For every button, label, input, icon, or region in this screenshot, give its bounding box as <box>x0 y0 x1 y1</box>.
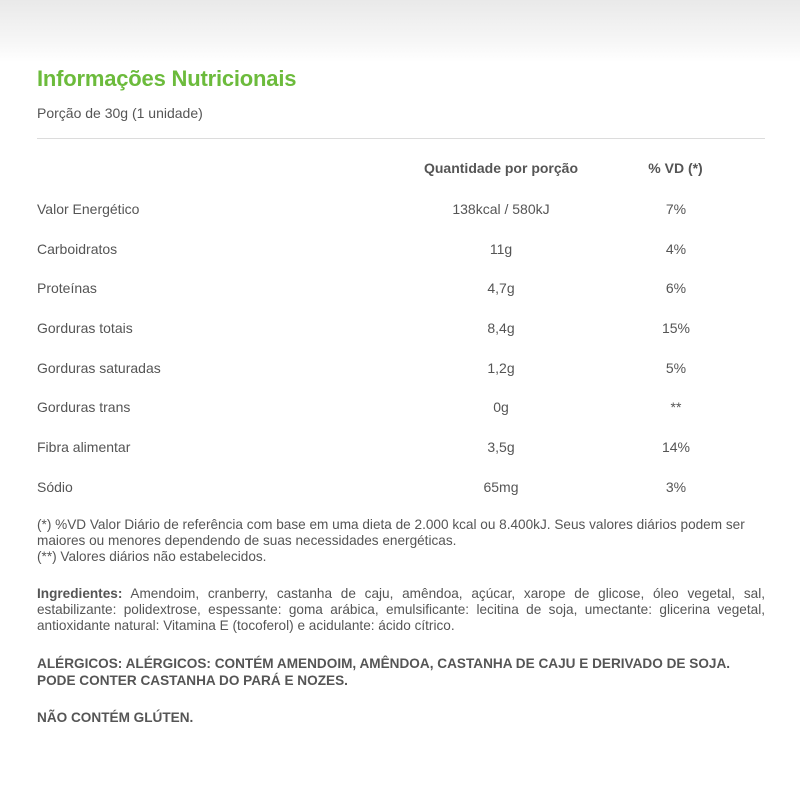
nutrition-table <box>37 147 765 507</box>
nutrient-vd: 3% <box>665 478 687 495</box>
vd-footnote: (*) %VD Valor Diário de referência com base em uma dieta de 2.000 kcal ou 8.400kJ. Seus valores diários podem ser maiores ou menores dependendo de suas necessidades energéticas. <box>37 516 745 548</box>
footnotes <box>37 517 765 565</box>
not-established-footnote: (**) Valores diários não estabelecidos. <box>37 548 267 564</box>
nutrient-name: Fibra alimentar <box>37 438 131 455</box>
header-vd: % VD (*) <box>648 160 703 176</box>
nutrition-panel <box>37 66 765 725</box>
nutrient-name: Gorduras saturadas <box>37 359 161 376</box>
nutrient-vd: 15% <box>661 319 691 336</box>
nutrient-quantity: 65mg <box>483 478 519 495</box>
nutrient-vd: ** <box>670 399 682 416</box>
nutrient-name: Sódio <box>37 478 73 495</box>
table-row <box>37 387 765 427</box>
table-row <box>37 189 765 229</box>
table-row <box>37 229 765 269</box>
header-quantity: Quantidade por porção <box>423 160 578 176</box>
page-title: Informações Nutricionais <box>37 66 297 91</box>
nutrient-vd: 5% <box>665 359 687 376</box>
nutrient-quantity: 11g <box>489 240 513 257</box>
nutrient-quantity: 4,7g <box>487 280 515 297</box>
nutrient-vd: 6% <box>665 280 687 297</box>
nutrient-name: Valor Energético <box>37 200 140 217</box>
nutrient-name: Gorduras trans <box>37 399 131 416</box>
nutrient-quantity: 0g <box>493 399 509 416</box>
nutrient-name: Proteínas <box>37 280 97 297</box>
nutrient-vd: 14% <box>661 438 691 455</box>
ingredients-label: Ingredientes: <box>37 585 123 601</box>
nutrient-quantity: 138kcal / 580kJ <box>452 200 550 217</box>
table-header-row <box>37 147 765 189</box>
table-row <box>37 427 765 467</box>
nutrient-name: Gorduras totais <box>37 319 133 336</box>
header-nutrient <box>37 147 415 189</box>
portion-info: Porção de 30g (1 unidade) <box>37 105 203 121</box>
allergens-notice: ALÉRGICOS: ALÉRGICOS: CONTÉM AMENDOIM, AMÊNDOA, CASTANHA DE CAJU E DERIVADO DE SOJA. PODE CONTER CASTANHA DO PARÁ E NOZES. <box>37 655 731 688</box>
nutrient-vd: 7% <box>665 200 687 217</box>
ingredients-text: Amendoim, cranberry, castanha de caju, amêndoa, açúcar, xarope de glicose, óleo vegetal, sal, estabilizante: polidextrose, espessante: goma arábica, emulsificante: lecitina de soja, umectante: glicerina vegetal, antioxidante natural: Vitamina E (tocoferol) e acidulante: ácido cítrico. <box>37 585 765 633</box>
table-row <box>37 308 765 348</box>
ingredients <box>37 586 765 634</box>
top-bar-shadow <box>0 0 800 62</box>
nutrient-quantity: 3,5g <box>487 438 515 455</box>
table-row <box>37 268 765 308</box>
table-row <box>37 348 765 388</box>
nutrient-quantity: 8,4g <box>487 319 515 336</box>
nutrient-quantity: 1,2g <box>487 359 515 376</box>
divider <box>37 138 765 139</box>
table-row <box>37 467 765 507</box>
nutrient-name: Carboidratos <box>37 240 118 257</box>
nutrient-vd: 4% <box>665 240 687 257</box>
gluten-notice: NÃO CONTÉM GLÚTEN. <box>37 709 194 725</box>
